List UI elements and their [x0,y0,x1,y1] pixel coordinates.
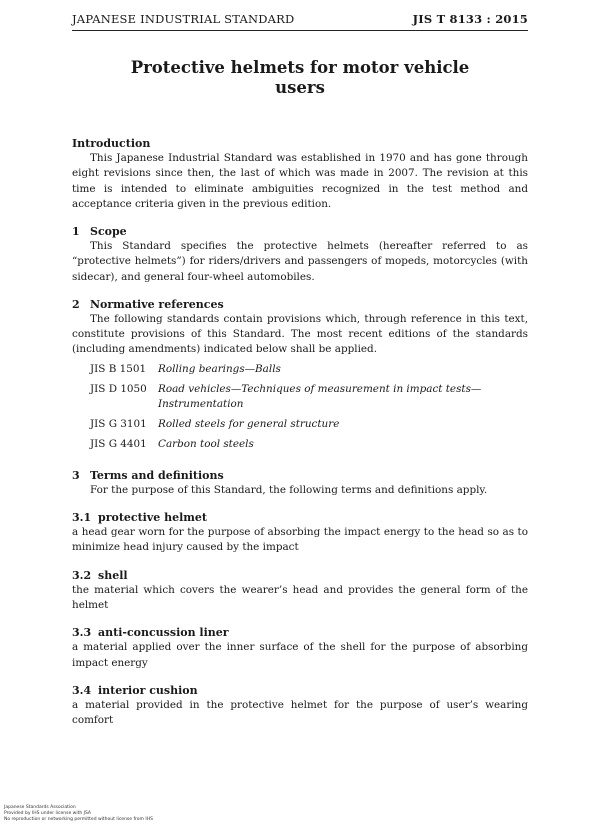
reference-code: JIS D 1050 [90,382,147,395]
definition-text: a material applied over the inner surface of the shell for the purpose of absorbing impact energy [72,641,528,669]
footer-line-1: Japanese Standards Association [4,805,76,810]
definition-number: 3.3 [72,626,92,640]
normative-title: Normative references [90,297,224,311]
scope-number: 1 [72,225,80,239]
header-rule [72,30,528,31]
definition-term: protective helmet [98,511,207,525]
document-body [72,136,528,729]
introduction-text: This Japanese Industrial Standard was established in 1970 and has gone through eight revisions since then, the last of which was made in 2007. The revision at this time is intended to eliminate ambiguities recognized in the test method and acceptance criteria given in the previous edition. [72,152,528,210]
normative-text: The following standards contain provisions which, through reference in this text, constitute provisions of this Standard. The most recent editions of the standards (including amendments) indicated below shall be applied. [72,313,528,356]
definition-heading [72,683,528,698]
header-standard-number: JIS T 8133 : 2015 [412,12,528,26]
definition-number: 3.1 [72,511,92,525]
definition-heading [72,510,528,525]
definition-term: anti-concussion liner [98,626,229,640]
title-line-1: Protective helmets for motor vehicle [130,58,470,77]
footer-line-3: No reproduction or networking permitted without license from IHS [4,817,153,822]
scope-heading [72,224,528,239]
reference-item [90,417,528,432]
reference-list [90,362,528,453]
reference-item [90,437,528,452]
reference-item [90,382,528,412]
reference-title: Rolled steels for general structure [158,418,340,431]
terms-text: For the purpose of this Standard, the following terms and definitions apply. [90,483,488,496]
normative-number: 2 [72,297,80,311]
license-footer [4,805,153,823]
reference-code: JIS B 1501 [90,362,147,375]
definition-number: 3.2 [72,568,92,582]
introduction-heading: Introduction [72,137,151,150]
definition-text: the material which covers the wearer’s head and provides the general form of the helmet [72,583,528,612]
page-header [72,12,528,26]
reference-title: Rolling bearings—Balls [158,362,281,375]
terms-title: Terms and definitions [90,468,224,482]
scope-title: Scope [90,225,127,239]
definition-heading [72,625,528,640]
document-title [72,58,528,98]
reference-code: JIS G 4401 [90,438,147,451]
scope-text: This Standard specifies the protective helmets (hereafter referred to as “protective helmets”) for riders/drivers and passengers of mopeds, motorcycles (with sidecar), and general four-wheel automobiles. [72,240,528,283]
terms-heading [72,468,528,483]
definition-text: a material provided in the protective helmet for the purpose of user’s wearing comfort [72,699,528,727]
header-standard-name: JAPANESE INDUSTRIAL STANDARD [72,12,295,26]
reference-title: Road vehicles—Techniques of measurement in impact tests—Instrumentation [158,382,482,411]
definition-text: a head gear worn for the purpose of absorbing the impact energy to the head so as to minimize head injury caused by the impact [72,526,528,554]
reference-code: JIS G 3101 [90,418,147,431]
definition-term: shell [98,568,128,582]
definition-number: 3.4 [72,683,92,697]
title-line-2: users [275,78,325,97]
reference-item [90,362,528,377]
reference-title: Carbon tool steels [158,438,254,451]
definition-term: interior cushion [98,683,198,697]
footer-line-2: Provided by IHS under license with JSA [4,811,91,816]
normative-heading [72,297,528,312]
terms-number: 3 [72,468,80,482]
definition-heading [72,568,528,583]
